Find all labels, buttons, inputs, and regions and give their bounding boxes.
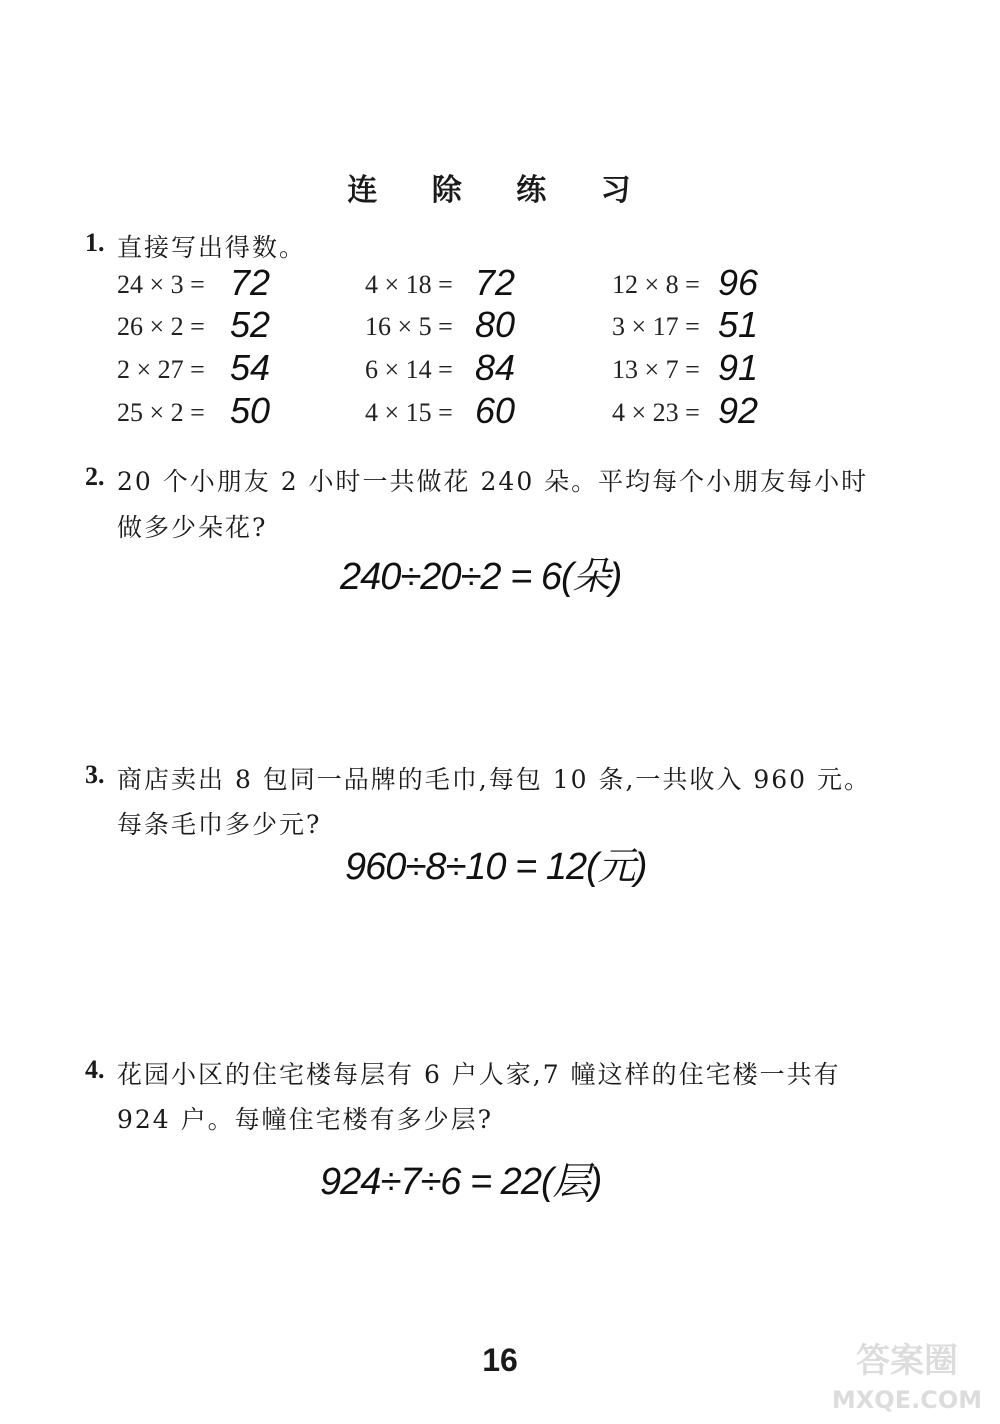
q1-answer: 84 — [475, 347, 516, 388]
q1-answer: 91 — [718, 347, 759, 388]
q3-line2: 每条毛巾多少元? — [117, 810, 322, 839]
q1-answer: 54 — [230, 347, 271, 388]
watermark-logo — [832, 1332, 982, 1417]
q4-line2: 924 户。每幢住宅楼有多少层? — [117, 1105, 494, 1134]
q3-line1: 商店卖出 8 包同一品牌的毛巾,每包 10 条,一共收入 960 元。 — [117, 765, 872, 794]
q2-line1: 20 个小朋友 2 小时一共做花 240 朵。平均每个小朋友每小时 — [117, 467, 869, 496]
q1-answer: 72 — [230, 262, 271, 303]
page-title: 连 除 练 习 — [347, 173, 653, 208]
q1-expression: 4 × 18 = — [365, 270, 453, 299]
q2-number: 2. — [85, 462, 105, 491]
q1-expression: 13 × 7 = — [612, 355, 700, 384]
q1-expression: 24 × 3 = — [117, 270, 205, 299]
q1-expression: 6 × 14 = — [365, 355, 453, 384]
q1-expression: 16 × 5 = — [365, 312, 453, 341]
q3-number: 3. — [85, 760, 105, 789]
q1-answer: 51 — [718, 304, 759, 345]
watermark-logo-icon — [832, 1332, 982, 1417]
q1-expression: 4 × 23 = — [612, 398, 700, 427]
q1-answer: 96 — [718, 262, 759, 303]
q1-expression: 26 × 2 = — [117, 312, 205, 341]
q1-number: 1. — [85, 228, 105, 257]
watermark-bottom-text: MXQE.COM — [832, 1386, 982, 1414]
q1-answer: 72 — [475, 262, 516, 303]
page-number: 16 — [482, 1342, 518, 1378]
q2-answer: 240÷20÷2 = 6(朵) — [340, 556, 622, 598]
q4-number: 4. — [85, 1055, 105, 1084]
q1-answer: 50 — [230, 390, 271, 431]
q1-answer: 80 — [475, 304, 516, 345]
q4-line1: 花园小区的住宅楼每层有 6 户人家,7 幢这样的住宅楼一共有 — [117, 1060, 841, 1089]
q1-text: 直接写出得数。 — [117, 233, 307, 262]
q1-answer: 92 — [718, 390, 759, 431]
q1-expression: 3 × 17 = — [612, 312, 700, 341]
q1-expression: 4 × 15 = — [365, 398, 453, 427]
q1-answer: 60 — [475, 390, 516, 431]
q1-answer: 52 — [230, 304, 271, 345]
q2-line2: 做多少朵花? — [117, 513, 268, 542]
q1-expression: 25 × 2 = — [117, 398, 205, 427]
q1-expression: 2 × 27 = — [117, 355, 205, 384]
q3-answer: 960÷8÷10 = 12(元) — [345, 846, 647, 888]
q1-expression: 12 × 8 = — [612, 270, 700, 299]
watermark-top-text: 答案圈 — [856, 1341, 958, 1381]
q4-answer: 924÷7÷6 = 22(层) — [320, 1161, 602, 1203]
